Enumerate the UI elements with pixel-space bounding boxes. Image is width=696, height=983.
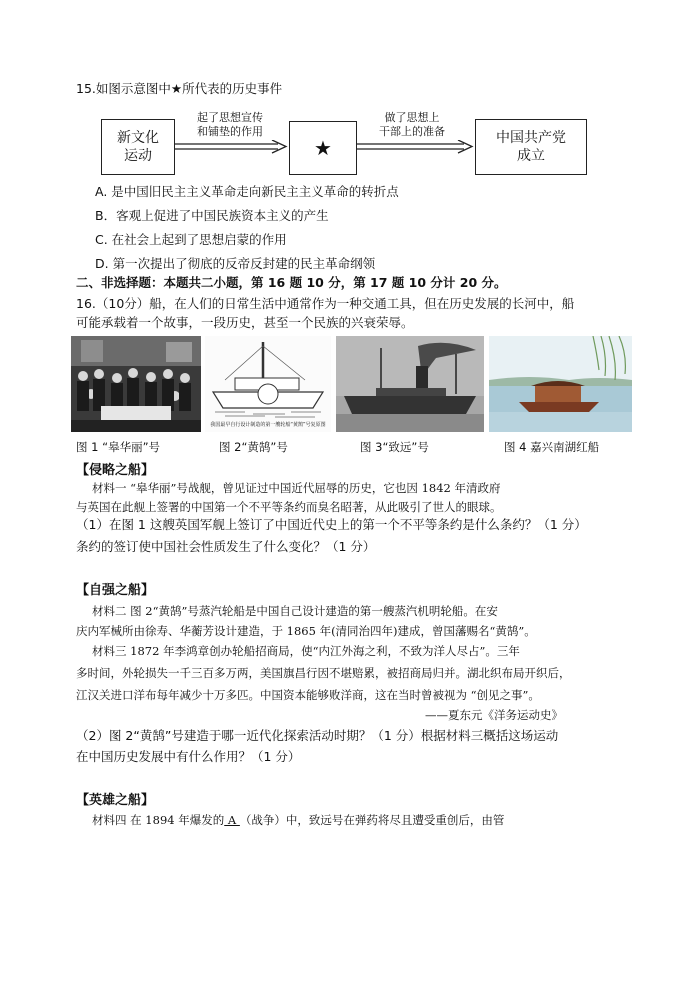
- diagram-box-cpc: [475, 119, 587, 175]
- material4-blank-a[interactable]: A: [224, 813, 240, 827]
- material2-line1: 材料二 图 2“黄鹄”号蒸汽轮船是中国自己设计建造的第一艘蒸汽机明轮船。在安: [92, 604, 498, 618]
- material1-line1: 材料一 “皋华丽”号战舰，曾见证过中国近代屈辱的历史，它也因 1842 年清政府: [92, 481, 501, 495]
- box-right-line2: 成立: [517, 148, 545, 164]
- arrow2-label: 做了思想上 干部上的准备: [379, 111, 445, 138]
- material3-source: ——夏东元《洋务运动史》: [425, 708, 563, 722]
- question1-line2: 条约的签订使中国社会性质发生了什么变化？（1 分）: [76, 539, 376, 554]
- material4-line1: 材料四 在 1894 年爆发的 A （战争）中，致远号在弹药将尽且遭受重创后，由管: [92, 813, 505, 827]
- red-boat-icon: [489, 336, 632, 432]
- material2-line2: 庆内军械所由徐寿、华蘅芳设计建造，于 1865 年(清同治四年)建成，曾国藩赐名“黄鹄”。: [76, 624, 536, 638]
- figure4-red-boat-photo: [489, 336, 632, 432]
- question2-line2: 在中国历史发展中有什么作用？（1 分）: [76, 749, 301, 764]
- diagram-box-star: ★: [289, 121, 357, 175]
- heading-hero-ship: 【英雄之船】: [76, 793, 155, 808]
- material3-line1: 材料三 1872 年李鸿章创办轮船招商局，使“内江外海之利，不致为洋人尽占”。三年: [92, 644, 520, 658]
- q16-intro-line1: 16.（10分）船，在人们的日常生活中通常作为一种交通工具，但在历史发展的长河中，船: [76, 296, 575, 311]
- q16-intro-line2: 可能承载着一个故事，一段历史，甚至一个民族的兴衰荣辱。: [76, 315, 414, 330]
- q15-option-a[interactable]: A. 是中国旧民主主义革命走向新民主主义革命的转折点: [95, 184, 399, 199]
- q15-stem: 15.如图示意图中★所代表的历史事件: [76, 81, 283, 96]
- box-left-line1: 新文化: [117, 130, 159, 146]
- steamboat-icon: [205, 336, 331, 432]
- caption-figure4: 图 4 嘉兴南湖红船: [504, 440, 600, 454]
- diagram-box-new-culture: [101, 119, 175, 175]
- q15-option-c[interactable]: C. 在社会上起到了思想启蒙的作用: [95, 232, 287, 247]
- figure1-cornwallis-photo: [71, 336, 201, 432]
- figure3-zhiyuan-photo: [336, 336, 484, 432]
- q15-option-b[interactable]: B．客观上促进了中国民族资本主义的产生: [95, 208, 329, 223]
- q15-option-d[interactable]: D. 第一次提出了彻底的反帝反封建的民主革命纲领: [95, 256, 376, 271]
- caption-figure1: 图 1 “皋华丽”号: [76, 440, 161, 454]
- arrow1-label: 起了思想宣传 和铺垫的作用: [197, 111, 263, 138]
- people-scene-icon: [71, 336, 201, 432]
- heading-invasion-ship: 【侵略之船】: [76, 463, 155, 478]
- caption-figure2: 图 2“黄鹄”号: [219, 440, 288, 454]
- material3-line3: 江汉关进口洋布每年减少十万多匹。中国资本能够败洋商，这在当时曾被视为 “创见之事”。: [76, 688, 540, 702]
- heading-self-strengthening-ship: 【自强之船】: [76, 583, 155, 598]
- caption-figure3: 图 3“致远”号: [360, 440, 429, 454]
- arrow-right-icon: [174, 140, 290, 154]
- material3-line2: 多时间，外轮损失一千三百多万两，美国旗昌行因不堪赔累，被招商局归并。湖北织布局开织后，: [76, 666, 571, 680]
- section2-title: 二、非选择题：本题共二小题，第 16 题 10 分，第 17 题 10 分计 20 分。: [76, 275, 507, 290]
- box-right-line1: 中国共产党: [496, 130, 566, 146]
- question2-line1: （2）图 2“黄鹄”号建造于哪一近代化探索活动时期？（1 分）根据材料三概括这场运动: [76, 728, 559, 743]
- figure2-huanghu-drawing: [205, 336, 331, 432]
- box-left-line2: 运动: [124, 148, 152, 164]
- material1-line2: 与英国在此舰上签署的中国第一个不平等条约而臭名昭著，从此吸引了世人的眼球。: [76, 500, 502, 514]
- warship-icon: [336, 336, 484, 432]
- question1-line1: （1）在图 1 这艘英国军舰上签订了中国近代史上的第一个不平等条约是什么条约？（1 分）: [76, 517, 587, 532]
- figure2-inner-caption: 我国最早自行设计制造的第一艘轮船“黄鹄”号复原图: [210, 422, 326, 428]
- arrow-right-icon: [356, 140, 476, 154]
